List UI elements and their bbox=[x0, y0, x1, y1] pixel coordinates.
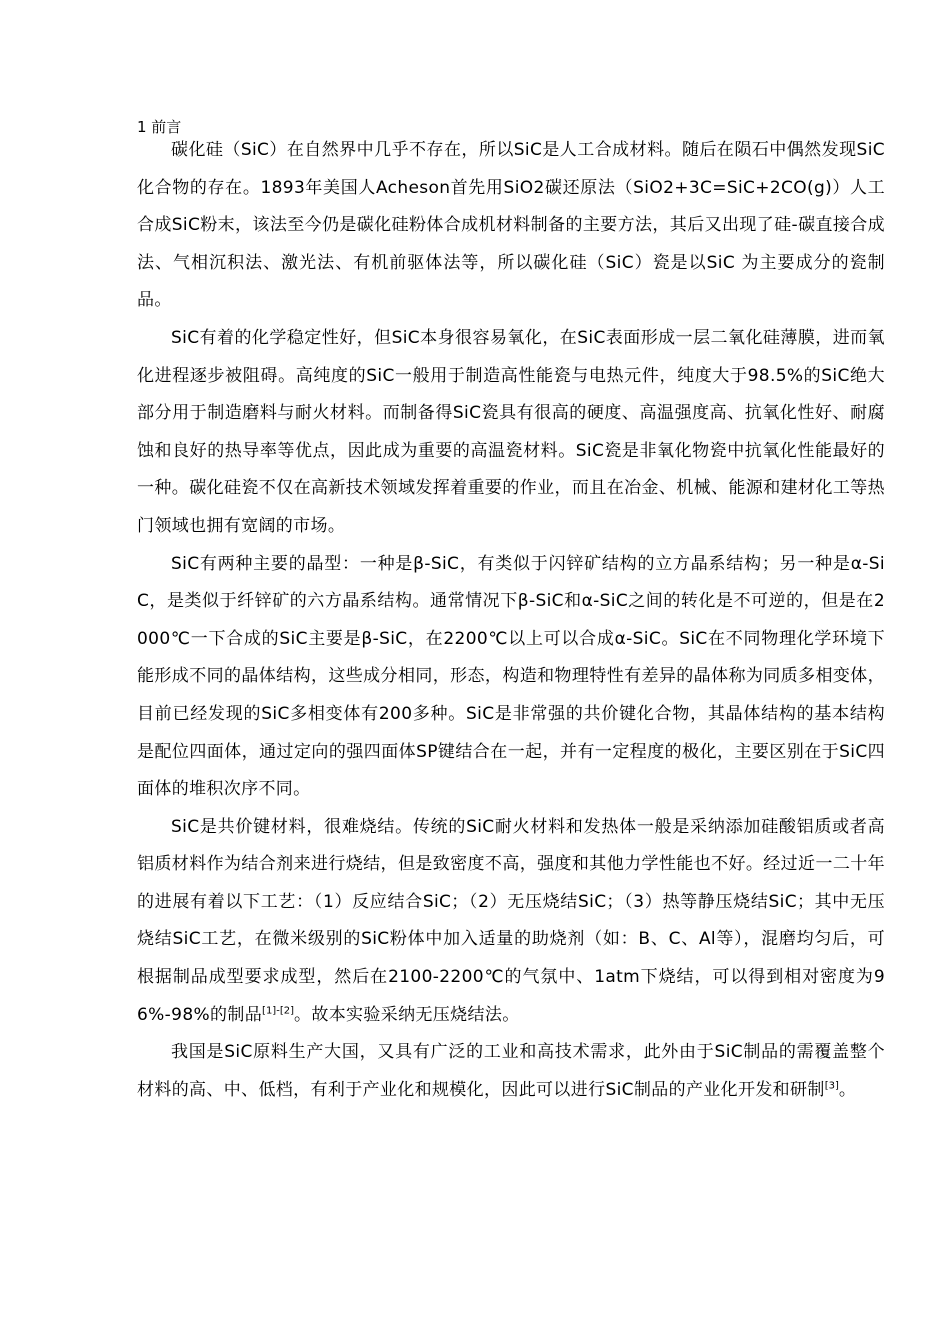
paragraph-intro: 碳化硅（SiC）在自然界中几乎不存在，所以SiC是人工合成材料。随后在陨石中偶然发现SiC 化合物的存在。1893年美国人Acheson首先用SiO2碳还原法（SiO2+3C=SiC+2CO(g)）人工合成SiC粉末，该法至今仍是碳化硅粉体合成机材料制备的主要方法，其后又出现了硅-碳直接合成法、气相沉积法、激光法、有机前驱体法等，所以碳化硅（SiC）瓷是以SiC 为主要成分的瓷制品。 bbox=[137, 140, 885, 311]
paragraph-stability: SiC有着的化学稳定性好，但SiC本身很容易氧化，在SiC表面形成一层二氧化硅薄膜，进而氧化进程逐步被阻碍。高纯度的SiC一般用于制造高性能瓷与电热元件，纯度大于98.5%的SiC绝大部分用于制造磨料与耐火材料。而制备得SiC瓷具有很高的硬度、高温强度高、抗氧化性好、耐腐蚀和良好的热导率等优点，因此成为重要的高温瓷材料。SiC瓷是非氧化物瓷中抗氧化性能最好的一种。碳化硅瓷不仅在高新技术领域发挥着重要的作业，而且在冶金、机械、能源和建材化工等热门领域也拥有宽阔的市场。 bbox=[137, 327, 885, 536]
paragraph-sintering-tail: 。故本实验采纳无压烧结法。 bbox=[294, 1004, 520, 1025]
paragraph-sintering bbox=[137, 809, 885, 1035]
citation-1-2: [1]-[2] bbox=[262, 1005, 294, 1016]
paragraph-industry-text: 我国是SiC原料生产大国，又具有广泛的工业和高技术需求，此外由于SiC制品的需覆盖整个材料的高、中、低档，有利于产业化和规模化，因此可以进行SiC制品的产业化开发和研制 bbox=[137, 1042, 885, 1100]
paragraph-crystal-types: SiC有两种主要的晶型：一种是β-SiC，有类似于闪锌矿结构的立方晶系结构；另一种是α-SiC，是类似于纤锌矿的六方晶系结构。通常情况下β-SiC和α-SiC之间的转化是不可逆的，但是在2000℃一下合成的SiC主要是β-SiC，在2200℃以上可以合成α-SiC。SiC在不同物理化学环境下能形成不同的晶体结构，这些成分相同，形态，构造和物理特性有差异的晶体称为同质多相变体，目前已经发现的SiC多相变体有200多种。SiC是非常强的共价键化合物，其晶体结构的基本结构是配位四面体，通过定向的强四面体SP键结合在一起，并有一定程度的极化，主要区别在于SiC四面体的堆积次序不同。 bbox=[137, 553, 885, 800]
body-text bbox=[137, 132, 885, 1109]
section-heading: 1 前言 bbox=[137, 118, 182, 136]
paragraph-industry bbox=[137, 1034, 885, 1109]
citation-3: [3] bbox=[824, 1080, 839, 1092]
paragraph-industry-tail: 。 bbox=[838, 1079, 857, 1100]
paragraph-sintering-text: SiC是共价键材料，很难烧结。传统的SiC耐火材料和发热体一般是采纳添加硅酸铝质或者高铝质材料作为结合剂来进行烧结，但是致密度不高，强度和其他力学性能也不好。经过近一二十年的进展有着以下工艺：（1）反应结合SiC；（2）无压烧结SiC；（3）热等静压烧结SiC；其中无压烧结SiC工艺，在微米级别的SiC粉体中加入适量的助烧剂（如：B、C、Al等），混磨均匀后，可根据制品成型要求成型，然后在2100-2200℃的气氛中、1atm下烧结，可以得到相对密度为96%-98%的制品 bbox=[137, 816, 885, 1025]
